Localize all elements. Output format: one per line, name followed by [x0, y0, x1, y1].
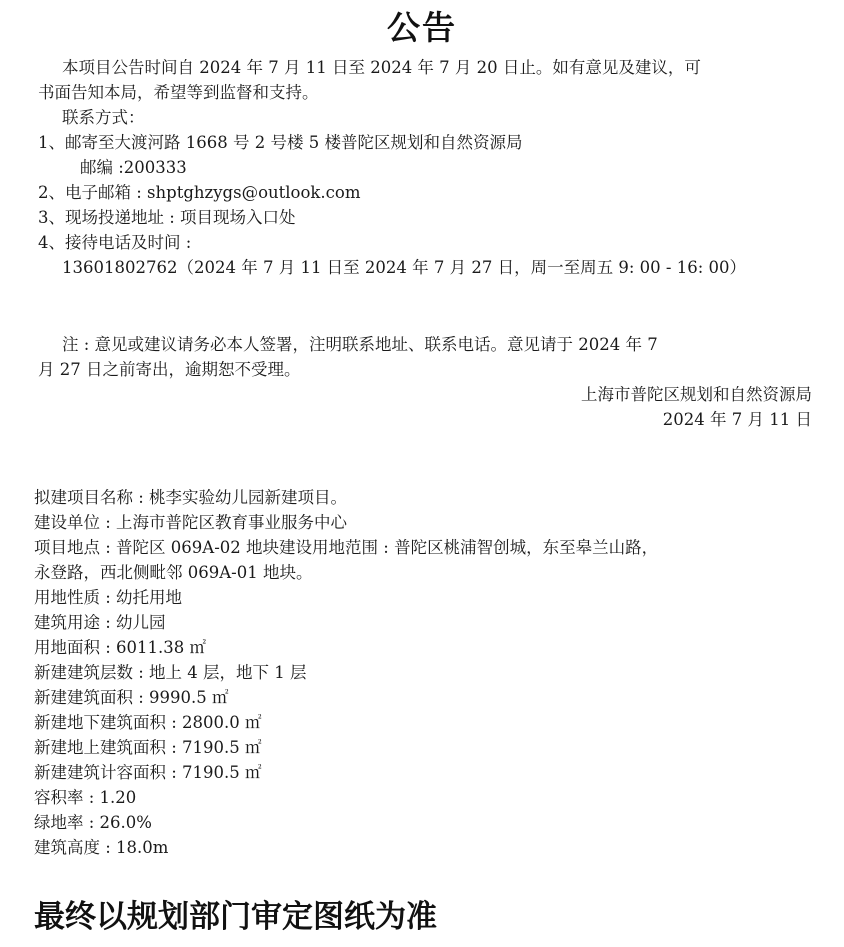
project-builder: 建设单位 : 上海市普陀区教育事业服务中心 [34, 513, 348, 532]
project-underground-area: 新建地下建筑面积 : 2800.0 ㎡ [34, 713, 262, 732]
project-total-area: 新建建筑面积 : 9990.5 ㎡ [34, 688, 229, 707]
project-floor-area-ratio: 容积率 : 1.20 [34, 788, 137, 807]
contact-phone-detail: 13601802762（2024 年 7 月 11 日至 2024 年 7 月 27 日，周一至周五 9: 00 - 16: 00） [62, 258, 747, 277]
project-name: 拟建项目名称 : 桃李实验幼儿园新建项目。 [34, 488, 348, 507]
project-building-use: 建筑用途 : 幼儿园 [34, 613, 166, 632]
project-aboveground-area: 新建地上建筑面积 : 7190.5 ㎡ [34, 738, 262, 757]
signature-date: 2024 年 7 月 11 日 [662, 410, 812, 429]
contact-phone-heading: 4、接待电话及时间 : [38, 233, 192, 252]
project-location-line-2: 永登路，西北侧毗邻 069A-01 地块。 [34, 563, 313, 582]
notice-period-line-1: 本项目公告时间自 2024 年 7 月 11 日至 2024 年 7 月 20 日止。如有意见及建议，可 [62, 58, 701, 77]
project-height: 建筑高度 : 18.0m [34, 838, 169, 857]
project-land-area: 用地面积 : 6011.38 ㎡ [34, 638, 207, 657]
contact-email: 2、电子邮箱 : shptghzygs@outlook.com [38, 183, 361, 202]
project-land-use: 用地性质 : 幼托用地 [34, 588, 183, 607]
project-floors: 新建建筑层数 : 地上 4 层，地下 1 层 [34, 663, 307, 682]
contact-mail-address: 1、邮寄至大渡河路 1668 号 2 号楼 5 楼普陀区规划和自然资源局 [38, 133, 523, 152]
contact-onsite-delivery: 3、现场投递地址 : 项目现场入口处 [38, 208, 296, 227]
note-line-1: 注 : 意见或建议请务必本人签署，注明联系地址、联系电话。意见请于 2024 年 7 [62, 335, 658, 354]
contact-heading: 联系方式： [62, 108, 145, 127]
notice-title: 公告 [387, 8, 457, 47]
footer-disclaimer: 最终以规划部门审定图纸为准 [34, 899, 437, 935]
signature-organization: 上海市普陀区规划和自然资源局 [581, 385, 812, 404]
contact-postcode: 邮编 :200333 [80, 158, 187, 177]
notice-period-line-2: 书面告知本局，希望等到监督和支持。 [38, 83, 319, 102]
project-location-line-1: 项目地点 : 普陀区 069A-02 地块建设用地范围 : 普陀区桃浦智创城，东至皋兰山路， [34, 538, 659, 557]
note-line-2: 月 27 日之前寄出，逾期恕不受理。 [38, 360, 301, 379]
project-far-area: 新建建筑计容面积 : 7190.5 ㎡ [34, 763, 262, 782]
project-green-ratio: 绿地率 : 26.0% [34, 813, 152, 832]
